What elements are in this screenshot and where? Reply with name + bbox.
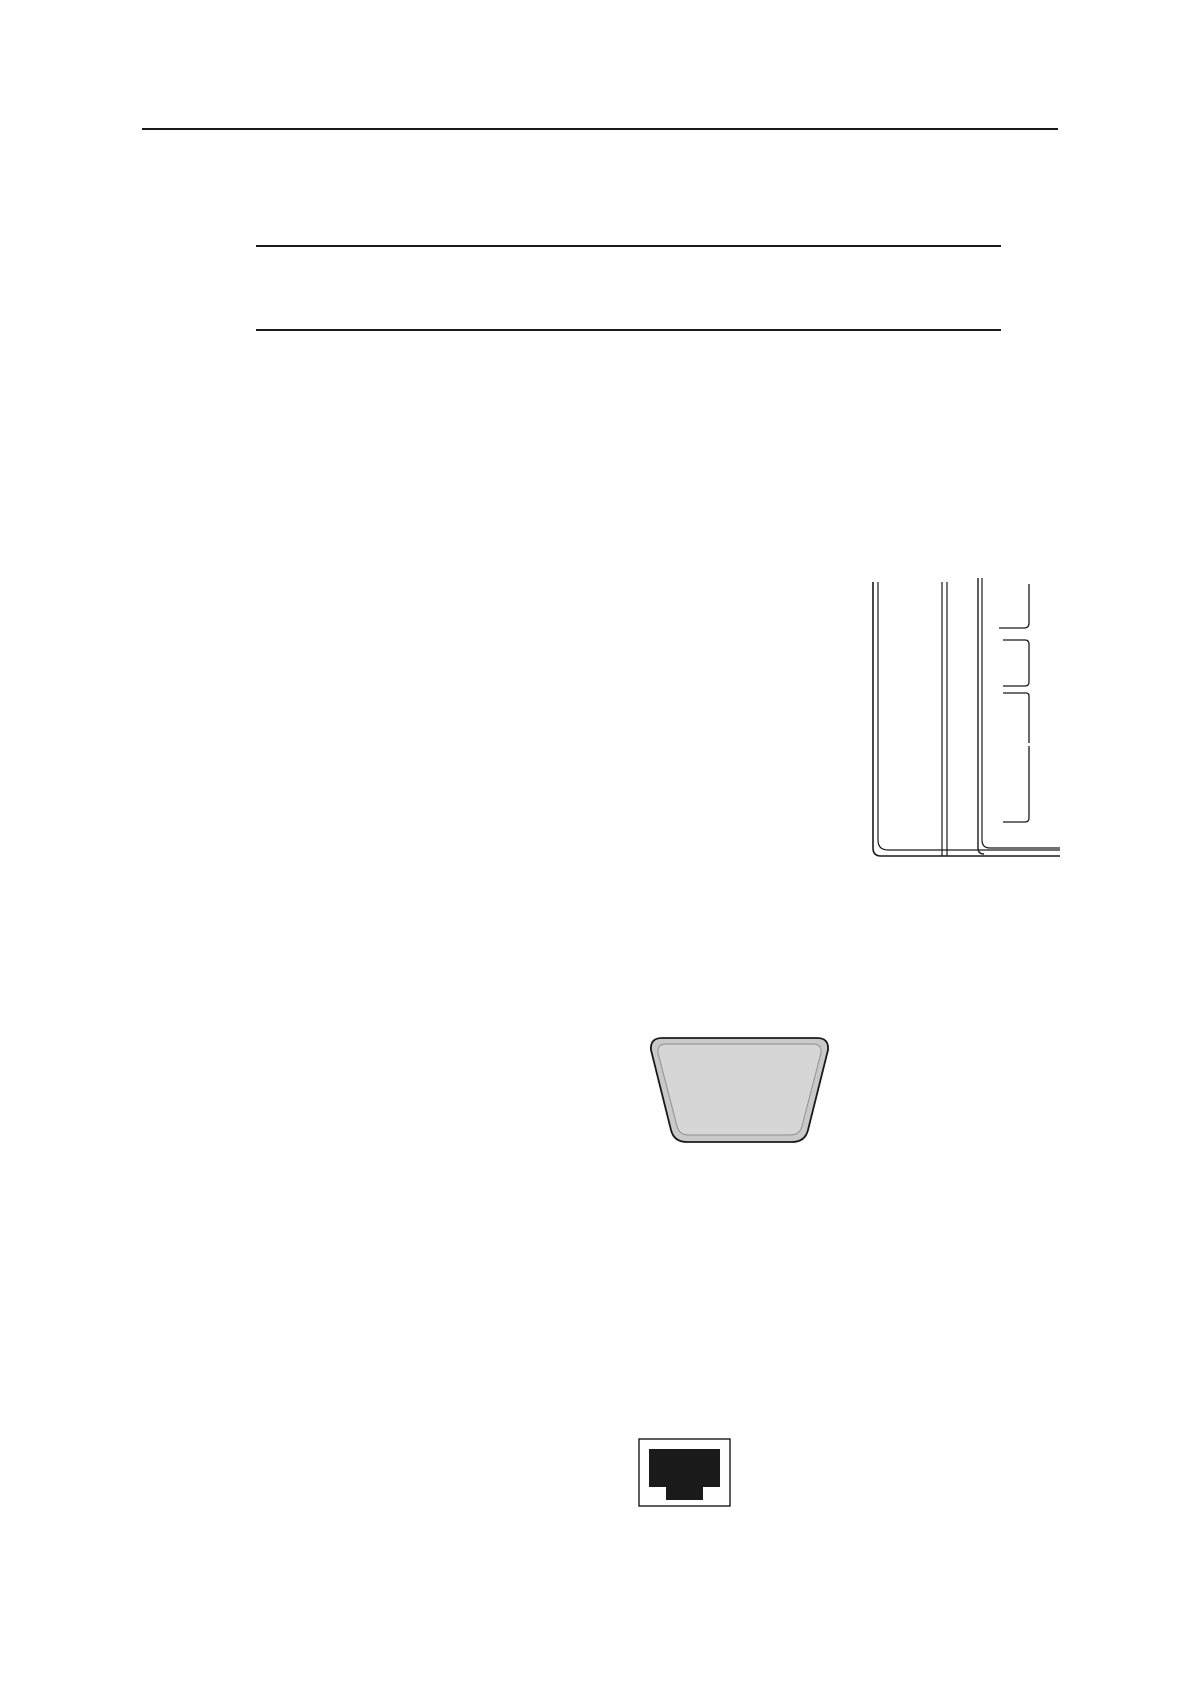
- note-bottom-rule: [256, 329, 1001, 331]
- terminal-block-illustration: [866, 578, 1060, 860]
- header-rule: [142, 128, 1058, 130]
- note-top-rule: [256, 245, 1001, 247]
- db9-connector-illustration: [642, 1020, 837, 1185]
- rj-jack-illustration: [638, 1438, 732, 1507]
